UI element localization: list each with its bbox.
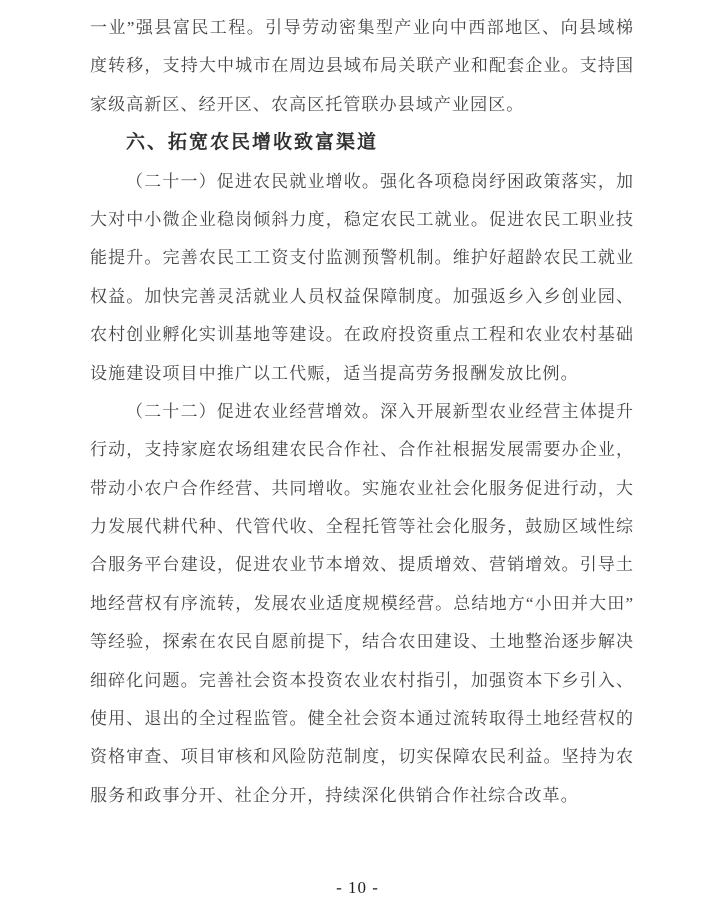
text-line: 权益。加快完善灵活就业人员权益保障制度。加强返乡入乡创业园、 (90, 286, 633, 306)
paragraph (90, 163, 633, 393)
text-line: 能提升。完善农民工工资支付监测预警机制。维护好超龄农民工就业 (90, 248, 633, 268)
text-line: 家级高新区、经开区、农高区托管联办县域产业园区。 (90, 94, 525, 114)
text-line: 带动小农户合作经营、共同增收。实施农业社会化服务促进行动，大 (90, 478, 633, 498)
page-number: - 10 - (336, 878, 379, 897)
text-line: 设施建设项目中推广以工代赈，适当提高劳务报酬发放比例。 (90, 363, 579, 383)
text-block (90, 9, 633, 815)
paragraph (90, 393, 633, 815)
text-line: 一业”强县富民工程。引导劳动密集型产业向中西部地区、向县域梯 (90, 18, 633, 37)
text-line: （二十一）促进农民就业增收。强化各项稳岗纾困政策落实，加 (126, 171, 633, 191)
text-line: 合服务平台建设，促进农业节本增效、提质增效、营销增效。引导土 (90, 555, 633, 575)
text-line: 资格审查、项目审核和风险防范制度，切实保障农民利益。坚持为农 (90, 747, 633, 767)
text-line: 使用、退出的全过程监管。健全社会资本通过流转取得土地经营权的 (90, 709, 633, 729)
section-heading: 六、拓宽农民增收致富渠道 (126, 132, 379, 154)
text-line: 大对中小微企业稳岗倾斜力度，稳定农民工就业。促进农民工职业技 (90, 209, 633, 229)
text-line: 地经营权有序流转，发展农业适度规模经营。总结地方“小田并大田” (90, 593, 633, 613)
paragraph (90, 9, 633, 124)
text-line: 力发展代耕代种、代管代收、全程托管等社会化服务，鼓励区域性综 (90, 517, 633, 537)
text-line: （二十二）促进农业经营增效。深入开展新型农业经营主体提升 (126, 401, 633, 421)
text-line: 等经验，探索在农民自愿前提下，结合农田建设、土地整治逐步解决 (90, 632, 633, 652)
text-line: 度转移，支持大中城市在周边县域布局关联产业和配套企业。支持国 (90, 56, 633, 76)
text-line: 行动，支持家庭农场组建农民合作社、合作社根据发展需要办企业， (90, 440, 633, 460)
text-line: 农村创业孵化实训基地等建设。在政府投资重点工程和农业农村基础 (90, 325, 633, 345)
text-line: 细碎化问题。完善社会资本投资农业农村指引，加强资本下乡引入、 (90, 670, 633, 690)
text-line: 服务和政事分开、社企分开，持续深化供销合作社综合改革。 (90, 785, 579, 805)
